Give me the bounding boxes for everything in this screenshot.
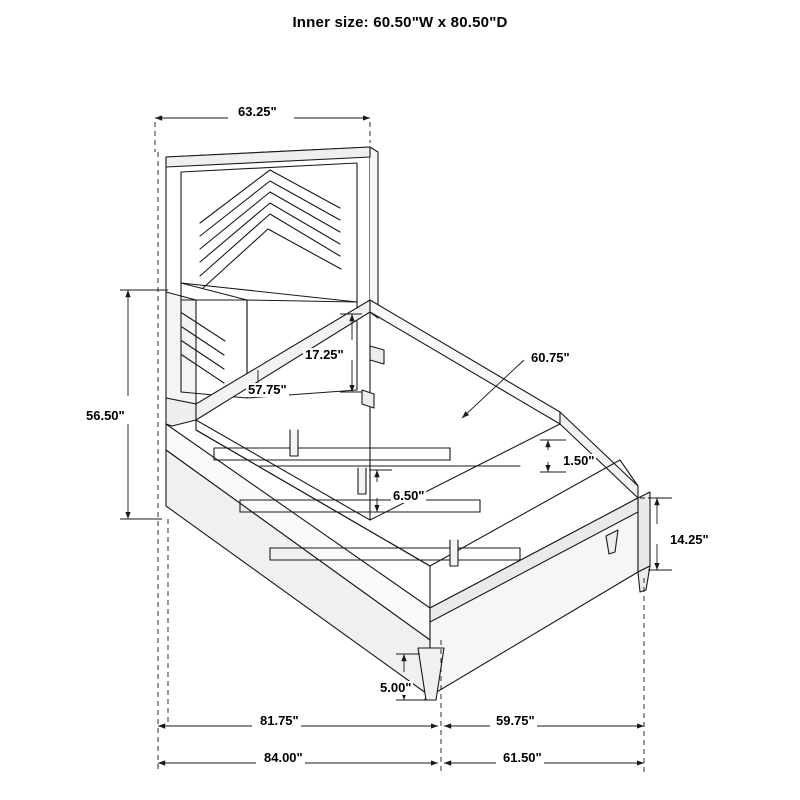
- dim-foot-leg-height: 5.00": [380, 680, 412, 695]
- dim-slat-thickness: 1.50": [563, 453, 595, 468]
- dim-slat-leg-height: 6.50": [393, 488, 425, 503]
- dim-rail-inner-width: 60.75": [531, 350, 570, 365]
- dim-overall-width: 61.50": [503, 750, 542, 765]
- dim-overall-length: 84.00": [264, 750, 303, 765]
- dim-headboard-width: 63.25": [238, 104, 277, 119]
- dim-side-length-right: 59.75": [496, 713, 535, 728]
- dim-headboard-panel-height: 17.25": [305, 347, 344, 362]
- dim-side-rail-height: 14.25": [670, 532, 709, 547]
- dim-overall-height: 56.50": [86, 408, 125, 423]
- dim-headboard-total-height: 57.75": [248, 382, 287, 397]
- dim-side-length-left: 81.75": [260, 713, 299, 728]
- page-title: Inner size: 60.50"W x 80.50"D: [292, 14, 508, 31]
